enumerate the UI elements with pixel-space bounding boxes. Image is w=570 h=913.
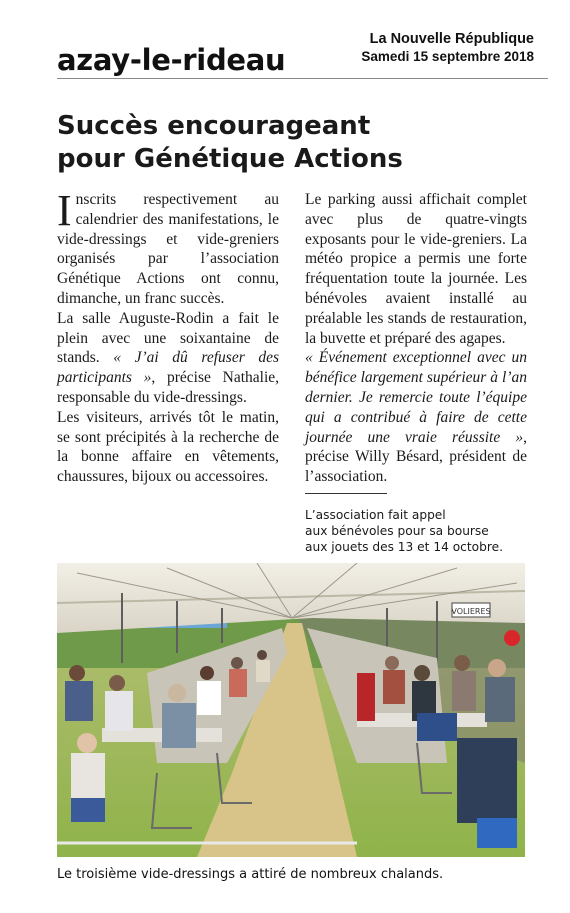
headline-line-2: pour Génétique Actions [57, 144, 403, 174]
quote-willy: « Événement exceptionnel avec un bénéfice largement supérieur à l’an dernier. Je remercie toute l’équipe qui a contribué à faire de cette journée une vraie réussite » [305, 349, 527, 446]
paragraph-intro-text: nscrits respectivement au calendrier des manifestations, le vide-dressings et vide-greniers organisés par l’association Génétique Actions ont connu, dimanche, un franc succès. [57, 191, 279, 307]
paragraph-visiteurs: Les visiteurs, arrivés tôt le matin, se sont précipités à la recherche de la bonne affaire en vêtements, chaussures, bijoux ou accessoires. [57, 408, 279, 486]
aside-line-2: aux bénévoles pour sa bourse [305, 524, 489, 538]
aside-note [305, 507, 530, 555]
section-title: azay-le-rideau [57, 43, 286, 77]
paragraph-salle-text: La salle Auguste-Rodin a fait le plein avec une soixantaine de stands. [57, 309, 279, 367]
masthead [361, 30, 534, 66]
drop-cap: I [57, 186, 72, 235]
paragraph-salle-attribution: , précise Nathalie, responsable du vide-dressings. [57, 369, 280, 406]
headline [57, 110, 527, 176]
paragraph-president-attribution: , précise Willy Bésard, président de l’association. [305, 428, 527, 486]
photo-illustration [57, 563, 525, 857]
aside-rule [305, 493, 387, 494]
paragraph-parking: Le parking aussi affichait complet avec plus de quatre-vingts exposants pour le vide-greniers. La météo propice a permis une forte fréquentation toute la journée. Les bénévoles avaient installé au préalable les stands de restauration, la buvette et préparé des agapes. [305, 191, 527, 347]
publication-date: Samedi 15 septembre 2018 [361, 49, 534, 64]
newspaper-name: La Nouvelle République [369, 31, 534, 47]
paragraph-quote-president [305, 348, 527, 487]
headline-line-1: Succès encourageant [57, 111, 371, 141]
header-rule [57, 78, 548, 79]
article-column-left [57, 186, 280, 487]
photo-caption: Le troisième vide-dressings a attiré de nombreux chalands. [57, 867, 444, 882]
event-photo [57, 563, 525, 857]
article-column-right [305, 190, 527, 487]
quote-nathalie: « J’ai dû refuser des participants » [57, 349, 279, 387]
aside-line-3: aux jouets des 13 et 14 octobre. [305, 540, 503, 554]
aside-line-1: L’association fait appel [305, 508, 446, 522]
photo-sign: VOLIERES [451, 607, 491, 616]
paragraph-salle [57, 309, 279, 408]
paragraph-intro [57, 186, 279, 309]
